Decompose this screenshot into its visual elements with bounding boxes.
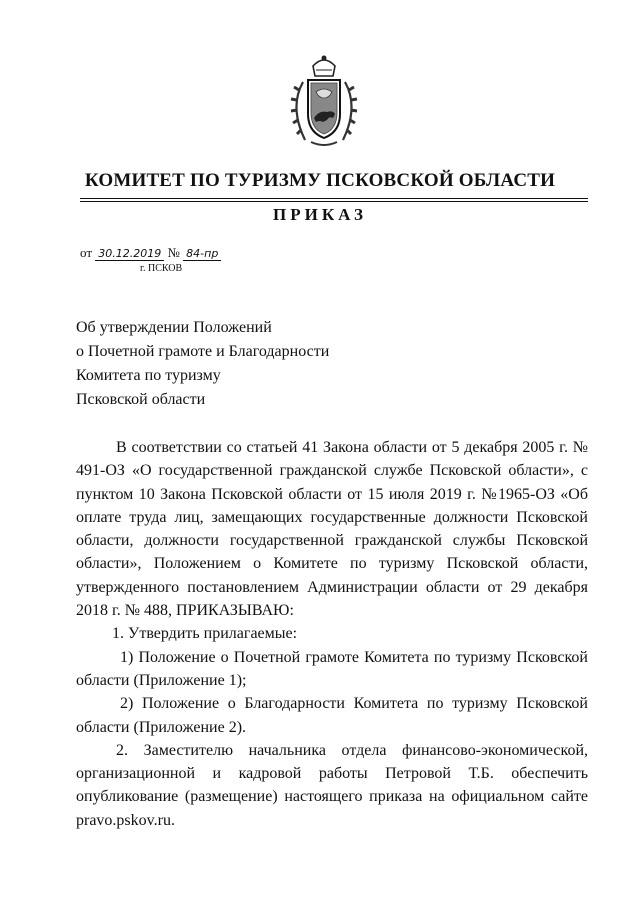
number-prefix: №	[167, 245, 180, 260]
city-label: г. ПСКОВ	[140, 263, 183, 274]
header-divider-thin	[80, 201, 588, 202]
order-subject	[76, 316, 329, 412]
subject-line: Комитета по туризму	[76, 367, 221, 384]
item-1: 1. Утвердить прилагаемые:	[112, 625, 298, 643]
item-1-2: 2) Положение о Благодарности Комитета по туризму Псковской области (Приложение 2).	[76, 695, 588, 736]
preamble-paragraph: В соответствии со статьей 41 Закона области от 5 декабря 2005 г. № 491-ОЗ «О государственной гражданской службе Псковской области», с пунктом 10 Закона Псковской области от 15 июля 2019 г. №1965-ОЗ «Об оплате труда лиц, замещающих государственные должности Псковской области, должности государственной гражданской службы Псковской области», Положением о Комитете по туризму Псковской области, утвержденного постановлением Администрации области от 29 декабря 2018 г. № 488, ПРИКАЗЫВАЮ:	[76, 439, 588, 620]
item-2: 2. Заместителю начальника отдела финансово-экономической, организационной и кадровой работы Петровой Т.Б. обеспечить опубликование (размещение) настоящего приказа на официальном сайте pravo.pskov.ru.	[76, 741, 588, 829]
handwritten-number: 84-пр	[183, 247, 221, 261]
item-1-1: 1) Положение о Почетной грамоте Комитета по туризму Псковской области (Приложение 1);	[76, 648, 588, 689]
order-body	[76, 436, 588, 832]
subject-line: Псковской области	[76, 391, 206, 408]
organization-name: КОМИТЕТ ПО ТУРИЗМУ ПСКОВСКОЙ ОБЛАСТИ	[84, 170, 556, 191]
coat-of-arms-icon	[283, 52, 365, 152]
subject-line: о Почетной грамоте и Благодарности	[76, 343, 330, 360]
date-prefix: от	[80, 245, 93, 260]
header-divider	[80, 198, 588, 199]
handwritten-date: 30.12.2019	[95, 247, 164, 261]
subject-line: Об утверждении Положений	[76, 319, 272, 336]
date-number-line	[80, 245, 221, 261]
document-type: ПРИКАЗ	[273, 205, 367, 224]
